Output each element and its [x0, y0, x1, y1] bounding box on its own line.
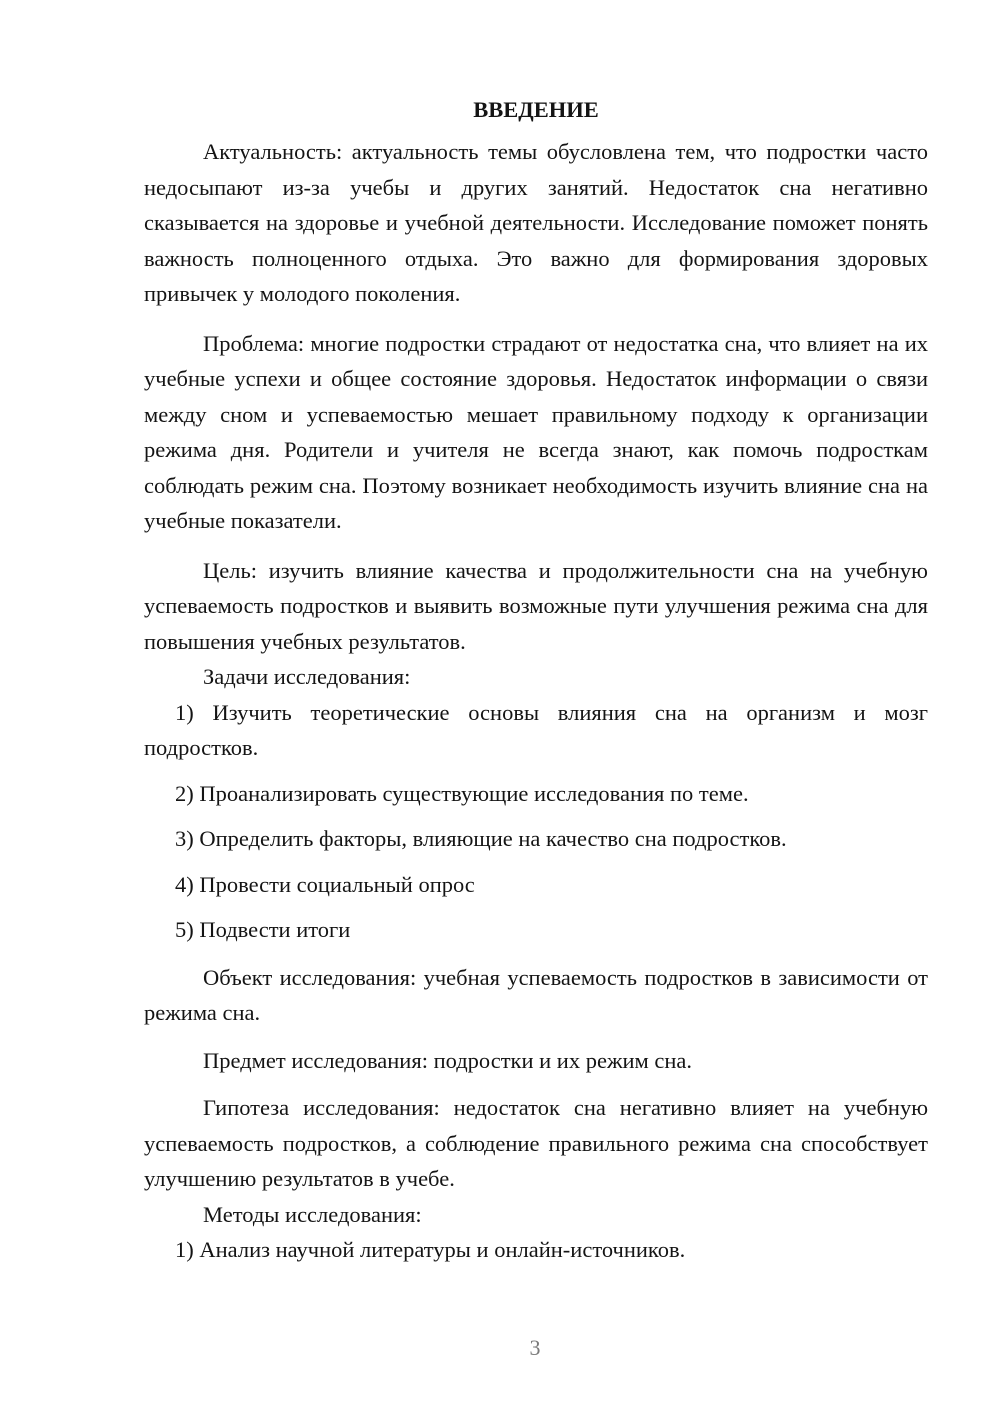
tasks-heading: Задачи исследования: — [203, 664, 411, 689]
goal-paragraph: Цель: изучить влияние качества и продолжительности сна на учебную успеваемость подростков и выявить возможные пути улучшения режима сна для повышения учебных результатов. — [144, 557, 928, 654]
task-item-4: 4) Провести социальный опрос — [175, 871, 475, 897]
page-content — [144, 94, 928, 1268]
task-item-3: 3) Определить факторы, влияющие на качество сна подростков. — [175, 826, 787, 851]
methods-heading: Методы исследования: — [203, 1201, 422, 1227]
object-paragraph: Объект исследования: учебная успеваемость подростков в зависимости от режима сна. — [144, 964, 928, 1025]
method-item-1: 1) Анализ научной литературы и онлайн-источников. — [175, 1237, 686, 1262]
page-number: 3 — [529, 1335, 541, 1360]
task-item-2: 2) Проанализировать существующие исследования по теме. — [175, 780, 749, 806]
hypothesis-paragraph: Гипотеза исследования: недостаток сна негативно влияет на учебную успеваемость подростков, а соблюдение правильного режима сна способствует улучшению результатов в учебе. — [144, 1095, 928, 1191]
subject-paragraph: Предмет исследования: подростки и их режим сна. — [203, 1047, 693, 1073]
task-item-5: 5) Подвести итоги — [175, 917, 351, 942]
task-item-1: 1) Изучить теоретические основы влияния сна на организм и мозг подростков. — [144, 699, 928, 760]
page-title: ВВЕДЕНИЕ — [473, 97, 599, 122]
problem-paragraph: Проблема: многие подростки страдают от недостатка сна, что влияет на их учебные успехи и общее состояние здоровья. Недостаток информации о связи между сном и успеваемостью мешает правильному подходу к организации режима дня. Родители и учителя не всегда знают, как помочь подросткам соблюдать режим сна. Поэтому возникает необходимость изучить влияние сна на учебные показатели. — [144, 330, 928, 533]
relevance-paragraph: Актуальность: актуальность темы обусловлена тем, что подростки часто недосыпают из-за учебы и других занятий. Недостаток сна негативно сказывается на здоровье и учебной деятельности. Исследование поможет понять важность полноценного отдыха. Это важно для формирования здоровых привычек у молодого поколения. — [144, 139, 928, 306]
